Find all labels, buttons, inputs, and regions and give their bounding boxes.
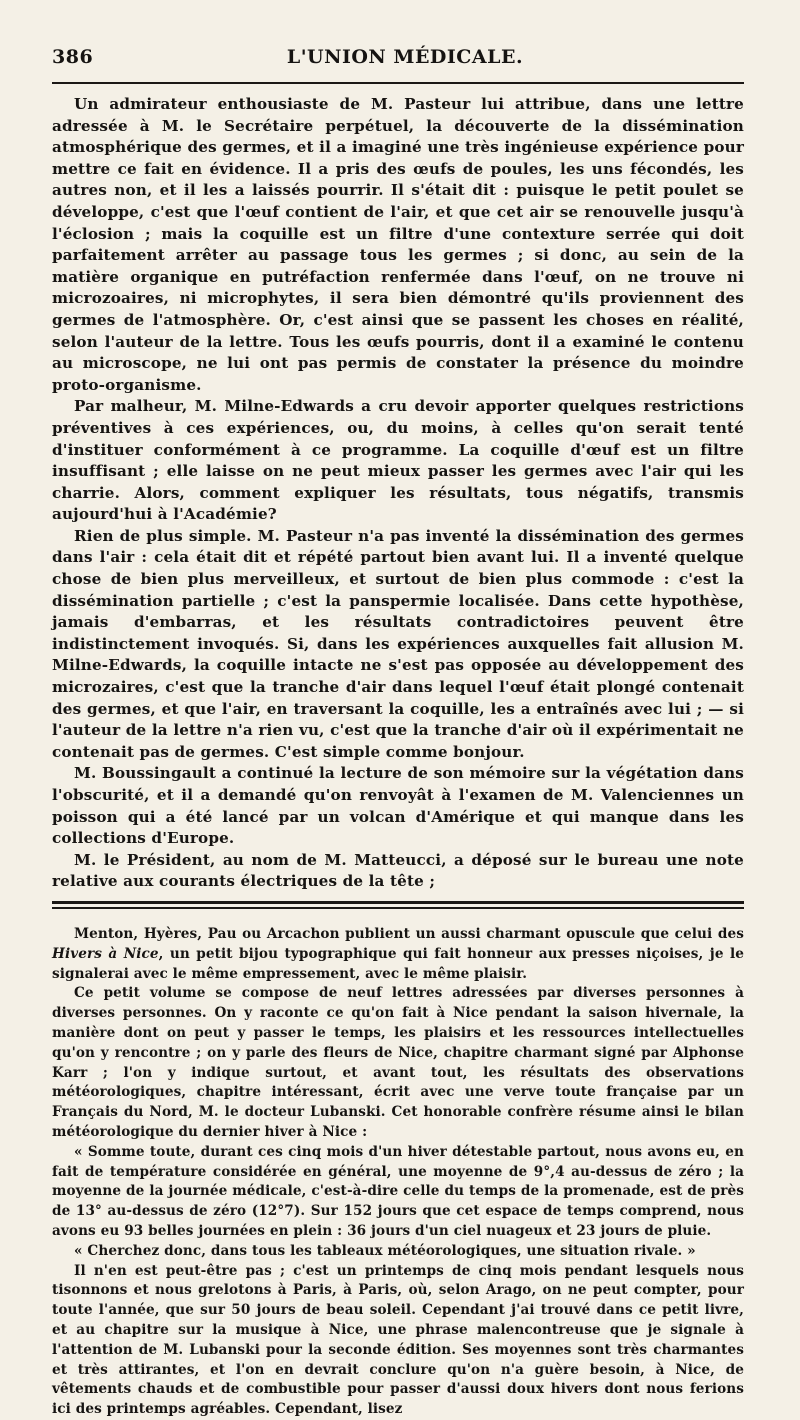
article-paragraph: M. le Président, au nom de M. Matteucci, a déposé sur le bureau une note relative aux courants électriques de la tête ; xyxy=(52,850,744,891)
book-title: Hivers à Nice xyxy=(52,945,159,962)
article-paragraph: Un admirateur enthousiaste de M. Pasteur lui attribue, dans une lettre adressée à M. le Secrétaire perpétuel, la découverte de la dissémination atmosphérique des germes, et il a imaginé une très ingénieuse expérience pour mettre ce fait en évidence. Il a pris des œufs de poules, les uns fécondés, les autres non, et il les a laissés pourrir. Il s'était dit : puisque le petit poulet se développe, c'est que l'œuf contient de l'air, et que cet air se renouvelle jusqu'à l'éclosion ; mais la coquille est un filtre d'une contexture serrée qui doit parfaitement arrêter au passage tous les germes ; si donc, au sein de la matière organique en putréfaction renfermée dans l'œuf, on ne trouve ni microzoaires, ni microphytes, il sera bien démontré qu'ils proviennent des germes de l'atmosphère. Or, c'est ainsi que se passent les choses en réalité, selon l'auteur de la lettre. Tous les œufs pourris, dont il a examiné le contenu au microscope, ne lui ont pas permis de constater la présence du moindre proto-organisme. xyxy=(52,95,744,394)
article-paragraph: Par malheur, M. Milne-Edwards a cru devoir apporter quelques restrictions préventives à ces expériences, ou, du moins, à celles qu'on serait tenté d'instituer conformément à ce programme. La coquille d'œuf est un filtre insuffisant ; elle laisse on ne peut mieux passer les germes avec l'air qui les charrie. Alors, comment expliquer les résultats, tous négatifs, transmis aujourd'hui à l'Académie? xyxy=(52,397,744,524)
page-header xyxy=(52,0,744,84)
article-paragraph: M. Boussingault a continué la lecture de son mémoire sur la végétation dans l'obscurité, et il a demandé qu'on renvoyât à l'examen de M. Valenciennes un poisson qui a été lancé par un volcan d'Amérique et qui manque dans les collections d'Europe. xyxy=(52,764,744,848)
feuilleton-paragraph: Ce petit volume se compose de neuf lettres adressées par diverses personnes à diverses personnes. On y raconte ce qu'on fait à Nice pendant la saison hivernale, la manière dont on peut y passer le temps, les plaisirs et les ressources intellectuelles qu'on y rencontre ; on y parle des fleurs de Nice, chapitre charmant signé par Alphonse Karr ; l'on y indique surtout, et avant tout, les résultats des observations météorologiques, chapitre intéressant, écrit avec une verve toute française par un Français du Nord, M. le docteur Lubanski. Cet honorable confrère résume ainsi le bilan météorologique du dernier hiver à Nice : xyxy=(52,985,744,1140)
feuilleton-divider xyxy=(52,901,744,909)
feuilleton-paragraph: Il n'en est peut-être pas ; c'est un printemps de cinq mois pendant lesquels nous tisonnons et nous grelotons à Paris, à Paris, où, selon Arago, on ne peut compter, pour toute l'année, que sur 50 jours de beau soleil. Cependant j'ai trouvé dans ce petit livre, et au chapitre sur la musique à Nice, une phrase malencontreuse que je signale à l'attention de M. Lubanski pour la seconde édition. Ses moyennes sont très charmantes et très attirantes, et l'on en devrait conclure qu'on n'a guère besoin, à Nice, de vêtements chauds et de combustible pour passer d'aussi doux hivers dont nous ferions ici des printemps agréables. Cependant, lisez xyxy=(52,1262,744,1418)
feuilleton-paragraph: Menton, Hyères, Pau ou Arcachon publient un aussi charmant opuscule que celui des Hivers à Nice, un petit bijou typographique qui fait honneur aux presses niçoises, je le signalerai avec le même empressement, avec le même plaisir. xyxy=(52,925,744,982)
article-paragraph: Rien de plus simple. M. Pasteur n'a pas inventé la dissémination des germes dans l'air : cela était dit et répété partout bien avant lui. Il a inventé quelque chose de bien plus merveilleux, et surtout de bien plus commode : c'est la dissémination partielle ; c'est la panspermie localisée. Dans cette hypothèse, jamais d'embarras, et les résultats contradictoires peuvent être indistinctement invoqués. Si, dans les expériences auxquelles fait allusion M. Milne-Edwards, la coquille intacte ne s'est pas opposée au développement des microzaires, c'est que la tranche d'air dans lequel l'œuf était plongé contenait des germes, et que l'air, en traversant la coquille, les a entraînés avec lui ; — si l'auteur de la lettre n'a rien vu, c'est que la tranche d'air où il expérimentait ne contenait pas de germes. C'est simple comme bonjour. xyxy=(52,526,744,761)
header-rule xyxy=(52,82,744,84)
feuilleton-paragraph: « Cherchez donc, dans tous les tableaux météorologiques, une situation rivale. » xyxy=(74,1242,696,1259)
main-article xyxy=(52,94,744,893)
page-number: 386 xyxy=(52,46,94,68)
feuilleton-paragraph: « Somme toute, durant ces cinq mois d'un hiver détestable partout, nous avons eu, en fait de température considérée en général, une moyenne de 9°,4 au-dessus de zéro ; la moyenne de la journée médicale, c'est-à-dire celle du temps de la promenade, est de près de 13° au-dessus de zéro (12°7). Sur 152 jours que cet espace de temps comprend, nous avons eu 93 belles journées en plein : 36 jours d'un ciel nuageux et 23 jours de pluie. xyxy=(52,1143,744,1239)
running-title: L'UNION MÉDICALE. xyxy=(286,46,524,68)
feuilleton-column xyxy=(52,925,744,1420)
